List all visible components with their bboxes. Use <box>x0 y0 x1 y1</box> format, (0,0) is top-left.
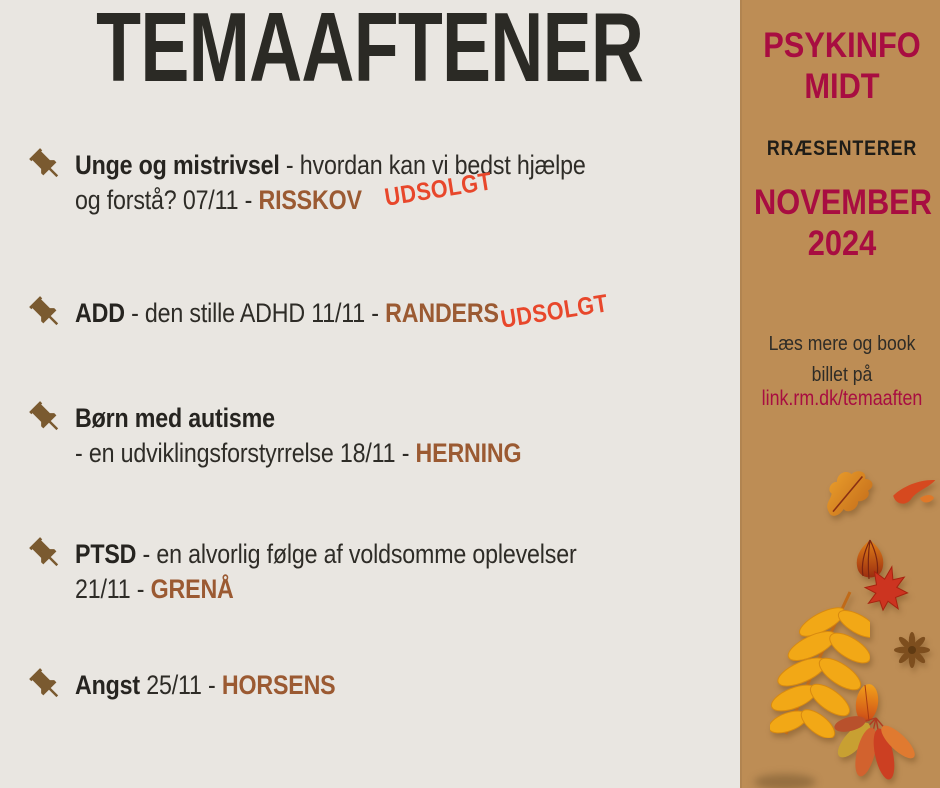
event-line: Angst 25/11 - HORSENS <box>75 670 336 700</box>
booking-link[interactable]: link.rm.dk/temaaften <box>761 387 923 410</box>
event-line: 21/11 - GRENÅ <box>75 574 234 604</box>
pushpin-icon <box>27 399 64 436</box>
pushpin-icon <box>27 146 64 183</box>
event-line: - en udviklingsforstyrrelse 18/11 - HERNING <box>75 438 522 468</box>
presents-label: RRÆSENTERER <box>766 137 918 160</box>
pushpin-icon <box>27 666 64 703</box>
event-item-boern-med-autisme <box>27 401 594 471</box>
event-location: HERNING <box>415 438 522 468</box>
soldout-stamp: UDSOLGT <box>382 167 494 212</box>
event-location: RISSKOV <box>258 185 362 215</box>
event-item-add <box>27 289 610 334</box>
event-line: PTSD - en alvorlig følge af voldsomme oplevelser <box>75 539 577 569</box>
pushpin-icon <box>27 294 64 331</box>
star-anise-icon <box>894 632 930 673</box>
sidebar <box>740 0 940 788</box>
oak-leaf-icon <box>820 466 880 525</box>
pushpin-icon <box>27 535 64 572</box>
event-line: ADD - den stille ADHD 11/11 - RANDERS <box>75 298 499 328</box>
event-line: og forstå? 07/11 - RISSKOV <box>75 185 362 215</box>
brand-title: PSYKINFO MIDT <box>763 26 921 106</box>
event-location: RANDERS <box>385 298 499 328</box>
red-wisp-leaf-icon <box>892 472 936 521</box>
month-label: NOVEMBER 2024 <box>754 183 932 263</box>
booking-info-text: Læs mere og book billet på <box>768 333 916 386</box>
leaf-shadow <box>754 774 816 788</box>
page-title <box>0 0 740 100</box>
page-title-text: TEMAAFTENER <box>96 0 644 102</box>
event-location: HORSENS <box>221 670 336 700</box>
event-line: Unge og mistrivsel - hvordan kan vi bedst hjælpe <box>75 150 586 180</box>
soldout-stamp: UDSOLGT <box>498 289 610 334</box>
creeper-leaf-icon <box>824 700 924 788</box>
event-item-ptsd <box>27 537 658 607</box>
event-location: GRENÅ <box>150 574 234 604</box>
event-item-unge-og-mistrivsel <box>27 148 669 218</box>
event-item-angst <box>27 668 378 703</box>
event-line: Børn med autisme <box>75 403 275 433</box>
